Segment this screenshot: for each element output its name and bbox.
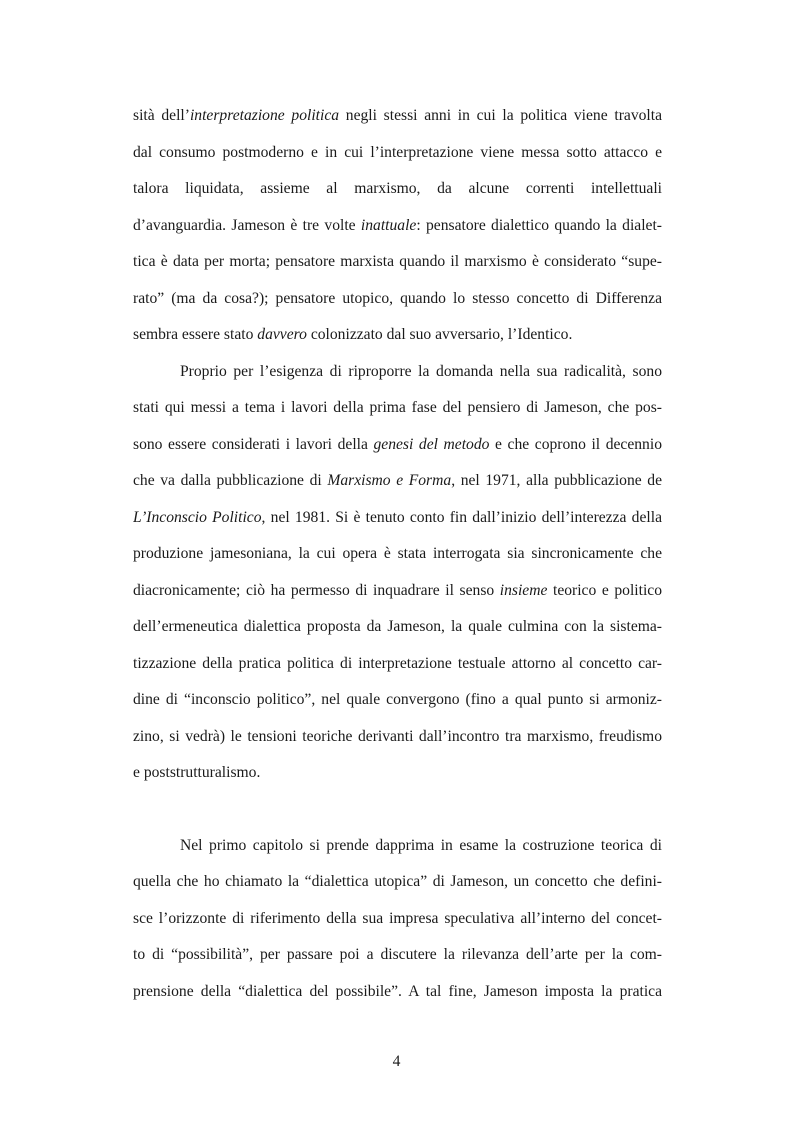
- text-line: [133, 573, 662, 610]
- paragraph-1: [133, 98, 662, 354]
- text-run: zino, si vedrà) le tensioni teoriche derivanti dall’incontro tra marxismo, freudismo: [133, 727, 662, 745]
- text-run: dal consumo postmoderno e in cui l’interpretazione viene messa sotto attacco e: [133, 143, 662, 161]
- text-line: [133, 463, 662, 500]
- document-body: [133, 98, 662, 1010]
- italic-text: genesi del metodo: [373, 435, 490, 453]
- text-run: prensione della “dialettica del possibile”. A tal fine, Jameson imposta la pratica: [133, 982, 662, 1000]
- text-run: diacronicamente; ciò ha permesso di inquadrare il senso: [133, 581, 500, 599]
- text-run: che va dalla pubblicazione di: [133, 472, 328, 489]
- italic-text: L’Inconscio Politico: [133, 508, 262, 526]
- text-line: [133, 682, 662, 719]
- text-line: [133, 427, 662, 464]
- text-run: e poststrutturalismo.: [133, 764, 261, 781]
- text-line: [133, 98, 662, 135]
- text-line: [133, 390, 662, 427]
- text-run: dine di “inconscio politico”, nel quale convergono (fino a qual punto si armoniz-: [133, 691, 662, 708]
- text-line: [133, 864, 662, 901]
- text-line: [133, 208, 662, 245]
- text-run: d’avanguardia. Jameson è tre volte: [133, 216, 361, 234]
- paragraph-2: [133, 354, 662, 792]
- text-line: [133, 500, 662, 537]
- text-run: sità dell’: [133, 107, 190, 124]
- text-line: [133, 135, 662, 172]
- text-run: sono essere considerati i lavori della: [133, 435, 374, 453]
- text-run: , nel 1971, alla pubblicazione de: [451, 472, 662, 489]
- text-run: to di “possibilità”, per passare poi a discutere la rilevanza dell’arte per la com-: [133, 946, 662, 963]
- italic-text: interpretazione politica: [189, 107, 340, 124]
- text-line: [133, 719, 662, 756]
- text-run: talora liquidata, assieme al marxismo, da alcune correnti intellettuali: [133, 180, 662, 197]
- text-line: [133, 354, 662, 391]
- text-line: [133, 755, 662, 792]
- page-number: 4: [392, 1053, 401, 1070]
- text-line: [133, 901, 662, 938]
- italic-text: inattuale: [360, 216, 417, 234]
- text-run: e che coprono il decennio: [489, 435, 662, 453]
- text-run: colonizzato dal suo avversario, l’Identico.: [306, 326, 573, 343]
- text-run: : pensatore dialettico quando la dialet-: [416, 216, 662, 234]
- text-run: Nel primo capitolo si prende dapprima in esame la costruzione teorica di: [180, 836, 662, 854]
- text-line: [133, 974, 662, 1011]
- text-line: [133, 937, 662, 974]
- text-line: [133, 536, 662, 573]
- text-run: quella che ho chiamato la “dialettica utopica” di Jameson, un concetto che defini-: [133, 873, 662, 890]
- text-run: stati qui messi a tema i lavori della prima fase del pensiero di Jameson, che pos-: [133, 399, 662, 416]
- text-run: sce l’orizzonte di riferimento della sua impresa speculativa all’interno del concet-: [133, 909, 662, 927]
- italic-text: davvero: [257, 326, 307, 343]
- text-line: [133, 646, 662, 683]
- text-line: [133, 281, 662, 318]
- text-run: negli stessi anni in cui la politica viene travolta: [339, 107, 662, 124]
- text-run: tica è data per morta; pensatore marxista quando il marxismo è considerato “supe-: [133, 253, 662, 270]
- italic-text: insieme: [499, 581, 548, 599]
- paragraph-3: [133, 828, 662, 1011]
- paragraph-gap: [133, 792, 662, 828]
- italic-text: Marxismo e Forma: [327, 472, 452, 489]
- text-line: [133, 317, 662, 354]
- text-run: teorico e politico: [547, 581, 662, 599]
- text-run: rato” (ma da cosa?); pensatore utopico, quando lo stesso concetto di Differenza: [133, 289, 662, 307]
- text-run: tizzazione della pratica politica di interpretazione testuale attorno al concetto car-: [133, 654, 662, 672]
- text-run: Proprio per l’esigenza di riproporre la domanda nella sua radicalità, sono: [180, 362, 662, 380]
- text-run: dell’ermeneutica dialettica proposta da Jameson, la quale culmina con la sistema-: [133, 618, 662, 635]
- text-line: [133, 609, 662, 646]
- text-run: sembra essere stato: [133, 326, 258, 343]
- text-line: [133, 244, 662, 281]
- text-run: , nel 1981. Si è tenuto conto fin dall’inizio dell’interezza della: [261, 508, 662, 526]
- text-run: produzione jamesoniana, la cui opera è stata interrogata sia sincronicamente che: [133, 545, 662, 562]
- text-line: [133, 171, 662, 208]
- text-line: [133, 828, 662, 865]
